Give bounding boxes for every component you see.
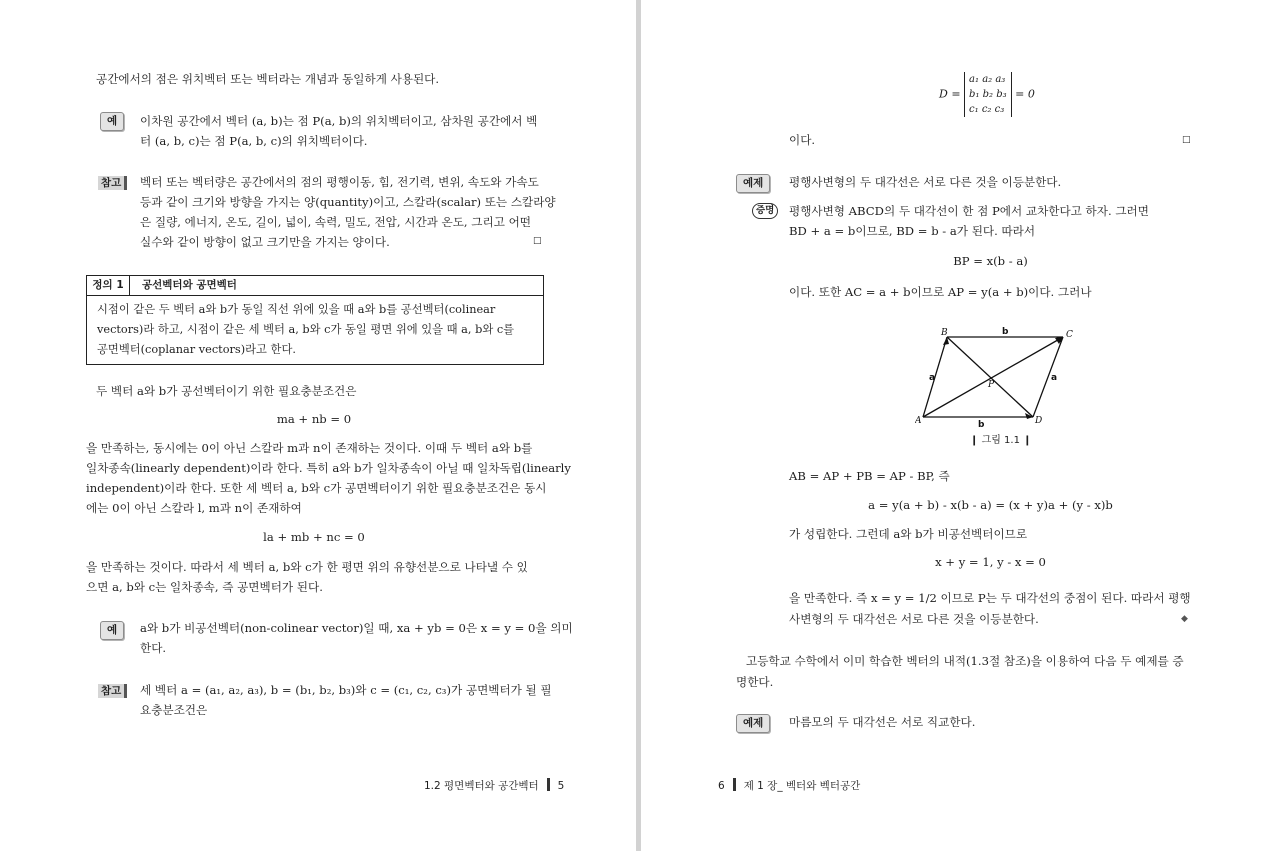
det-row: c₁ c₂ c₃ xyxy=(969,104,1005,115)
paragraph-line: 을 만족하는, 동시에는 0이 아닌 스칼라 m과 n이 존재하는 것이다. 이때 두 벡터 a와 b를 xyxy=(86,441,533,455)
definition-line: 공면벡터(coplanar vectors)라고 한다. xyxy=(97,343,296,356)
proof-line: 평행사변형 ABCD의 두 대각선이 한 점 P에서 교차한다고 하자. 그러면 xyxy=(789,204,1149,218)
paragraph-line: 을 만족하는 것이다. 따라서 세 벡터 a, b와 c가 한 평면 위의 유향선분으로 나타낼 수 있 xyxy=(86,560,528,574)
proof-equation: a = y(a + b) - x(b - a) = (x + y)a + (y - x)b xyxy=(868,498,1113,512)
example-problem-text: 마름모의 두 대각선은 서로 직교한다. xyxy=(789,715,976,729)
figure-caption: ❙ 그림 1.1 ❙ xyxy=(970,435,1032,446)
page-footer-right xyxy=(718,778,860,793)
side-dc xyxy=(1033,337,1063,417)
page-number: 5 xyxy=(557,780,565,792)
example-text-line: 한다. xyxy=(140,641,167,655)
end-mark: □ xyxy=(533,236,542,246)
definition-header xyxy=(87,276,543,296)
label-c-point: C xyxy=(1066,330,1073,340)
note-text-line: 은 질량, 에너지, 온도, 길이, 넓이, 속력, 밀도, 전압, 시간과 온도, 그리고 어떤 xyxy=(140,215,531,229)
page-footer-left xyxy=(424,778,564,793)
proof-end-mark: ◆ xyxy=(1181,614,1188,624)
proof-tag: 증명 xyxy=(752,203,778,219)
equation: ma + nb = 0 xyxy=(276,412,352,426)
det-row: b₁ b₂ b₃ xyxy=(969,89,1007,100)
figure-caption-text: 그림 1.1 xyxy=(981,435,1020,446)
example-text-line: a와 b가 비공선벡터(non-colinear vector)일 때, xa + yb = 0은 x = y = 0을 의미 xyxy=(140,621,573,635)
det-rhs: = 0 xyxy=(1015,87,1035,101)
note-text-line: 벡터 또는 벡터량은 공간에서의 점의 평행이동, 힘, 전기력, 변위, 속도와 가속도 xyxy=(140,175,539,189)
proof-line: 이다. 또한 AC = a + b이므로 AP = y(a + b)이다. 그러나 xyxy=(789,285,1092,299)
equation: la + mb + nc = 0 xyxy=(263,530,365,544)
proof-line: BD + a = b이므로, BD = b - a가 된다. 따라서 xyxy=(789,224,1036,238)
note-text-line: 세 벡터 a = (a₁, a₂, a₃), b = (b₁, b₂, b₃)와 c = (c₁, c₂, c₃)가 공면벡터가 될 필 xyxy=(140,683,552,697)
paragraph-line: 두 벡터 a와 b가 공선벡터이기 위한 필요충분조건은 xyxy=(96,384,357,398)
note-tag: 참고 xyxy=(98,176,127,190)
determinant-equation xyxy=(939,72,1035,117)
parallelogram-figure xyxy=(915,325,1085,429)
det-row: a₁ a₂ a₃ xyxy=(969,74,1006,85)
paragraph-line: 으면 a, b와 c는 일차종속, 즉 공면벡터가 된다. xyxy=(86,580,323,594)
paragraph-line: independent)이라 한다. 또한 세 벡터 a, b와 c가 공면벡터이기 위한 필요충분조건은 동시 xyxy=(86,481,547,495)
proof-equation: BP = x(b - a) xyxy=(953,254,1028,268)
paragraph-line: 이다. xyxy=(789,133,816,147)
det-lhs: D = xyxy=(939,87,961,101)
label-d-point: D xyxy=(1035,416,1043,426)
end-mark: □ xyxy=(1182,135,1191,145)
definition-line: vectors)라 하고, 시점이 같은 세 벡터 a, b와 c가 동일 평면 위에 있을 때 a, b와 c를 xyxy=(97,323,515,336)
page-number: 6 xyxy=(718,780,725,792)
label-right-side: a xyxy=(1051,373,1058,383)
definition-line: 시점이 같은 두 벡터 a와 b가 동일 직선 위에 있을 때 a와 b를 공선벡터(colinear xyxy=(97,303,496,316)
diagonal-bd xyxy=(947,337,1033,417)
note-text-line: 실수와 같이 방향이 없고 크기만을 가지는 양이다. xyxy=(140,235,390,249)
definition-body xyxy=(87,296,543,360)
definition-title: 공선벡터와 공면벡터 xyxy=(142,279,237,291)
example-problem-text: 평행사변형의 두 대각선은 서로 다른 것을 이등분한다. xyxy=(789,175,1062,189)
proof-equation: x + y = 1, y - x = 0 xyxy=(935,555,1046,569)
label-top-side: b xyxy=(1002,327,1009,337)
proof-equation: AB = AP + PB = AP - BP, 즉 xyxy=(789,469,950,483)
det-matrix xyxy=(964,72,1012,117)
example-problem-tag: 예제 xyxy=(736,714,770,733)
footer-section: 1.2 평면벡터와 공간벡터 xyxy=(424,780,539,792)
label-bottom-side: b xyxy=(978,420,985,429)
definition-box xyxy=(86,275,544,365)
footer-bar xyxy=(733,778,736,791)
label-p-point: P xyxy=(988,380,995,390)
label-b-point: B xyxy=(941,328,948,338)
proof-line: 사변형의 두 대각선은 서로 다른 것을 이등분한다. xyxy=(789,612,1039,626)
proof-line: 을 만족한다. 즉 x = y = 1/2 이므로 P는 두 대각선의 중점이 된다. 따라서 평행 xyxy=(789,591,1191,605)
example-problem-tag: 예제 xyxy=(736,174,770,193)
label-left-side: a xyxy=(929,373,936,383)
paragraph-line: 에는 0이 아닌 스칼라 l, m과 n이 존재하여 xyxy=(86,501,302,515)
paragraph-line: 일차종속(linearly dependent)이라 한다. 특히 a와 b가 일차종속이 아닐 때 일차독립(linearly xyxy=(86,461,571,475)
example-tag: 예 xyxy=(100,621,124,640)
note-tag: 참고 xyxy=(98,684,127,698)
example-text-line: 이차원 공간에서 벡터 (a, b)는 점 P(a, b)의 위치벡터이고, 삼차원 공간에서 벡 xyxy=(140,114,538,128)
note-text-line: 요충분조건은 xyxy=(140,703,208,717)
example-tag: 예 xyxy=(100,112,124,131)
example-text-line: 터 (a, b, c)는 점 P(a, b, c)의 위치벡터이다. xyxy=(140,134,368,148)
label-a-point: A xyxy=(915,416,922,426)
intro-paragraph: 공간에서의 점은 위치벡터 또는 벡터라는 개념과 동일하게 사용된다. xyxy=(96,72,440,86)
paragraph-line: 고등학교 수학에서 이미 학습한 벡터의 내적(1.3절 참조)을 이용하여 다음 두 예제를 증 xyxy=(746,654,1184,668)
definition-number: 정의 1 xyxy=(87,276,130,295)
proof-line: 가 성립한다. 그런데 a와 b가 비공선벡터이므로 xyxy=(789,527,1028,541)
footer-bar xyxy=(547,778,550,791)
footer-chapter: 제 1 장_ 벡터와 벡터공간 xyxy=(743,780,861,792)
note-text-line: 등과 같이 크기와 방향을 가지는 양(quantity)이고, 스칼라(scalar) 또는 스칼라양 xyxy=(140,195,556,209)
paragraph-line: 명한다. xyxy=(736,675,774,689)
